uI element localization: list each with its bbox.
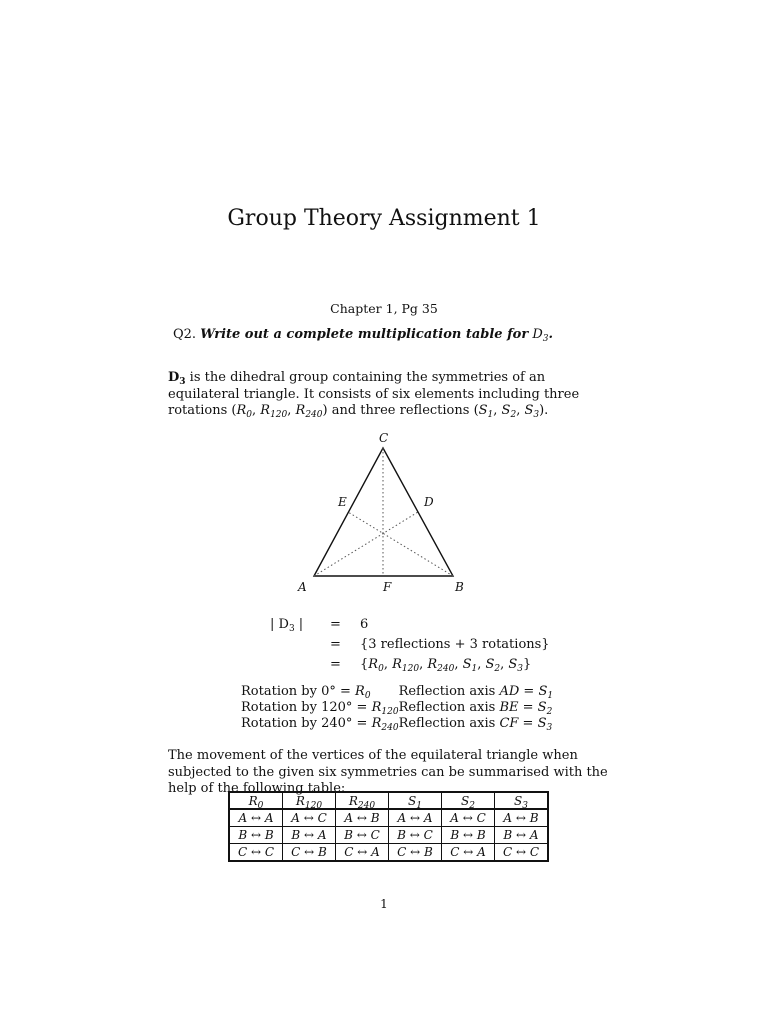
axis-ad bbox=[314, 512, 418, 576]
table-cell: C ↔ A bbox=[442, 844, 495, 862]
table-cell: B ↔ C bbox=[336, 827, 389, 844]
question-number: Q2. bbox=[173, 327, 197, 342]
table-cell: C ↔ C bbox=[495, 844, 549, 862]
reflection-definition: Reflection axis CF = $S_3$ bbox=[398, 716, 553, 733]
table-cell: C ↔ C bbox=[229, 844, 283, 862]
intro-group: $D_3$ bbox=[168, 370, 186, 387]
symmetry-definitions bbox=[241, 684, 553, 732]
equation-line-2: = {3 reflections + 3 rotations} bbox=[330, 637, 550, 652]
column-header: $S_3$ bbox=[495, 792, 549, 809]
equation-line-1: | $D_3$ | = 6 bbox=[270, 617, 369, 634]
definition-row bbox=[241, 716, 553, 732]
table-row bbox=[229, 809, 548, 827]
rotation-definition: Rotation by $240^\circ = R_{240}$ bbox=[241, 716, 399, 733]
vertex-label-c: C bbox=[379, 431, 389, 445]
midpoint-label-e: E bbox=[338, 495, 347, 509]
table-cell: B ↔ A bbox=[495, 827, 549, 844]
column-header: $R_0$ bbox=[229, 792, 283, 809]
rotation-definition: Rotation by $120^\circ = R_{120}$ bbox=[241, 700, 399, 717]
question-text: Write out a complete multiplication table for bbox=[200, 327, 529, 342]
table-header-row bbox=[229, 792, 548, 809]
table-cell: B ↔ B bbox=[229, 827, 283, 844]
element-s1: $S_1$ bbox=[478, 403, 494, 420]
definition-row bbox=[241, 700, 553, 716]
vertex-movement-table bbox=[228, 791, 549, 862]
table-cell: C ↔ A bbox=[336, 844, 389, 862]
table-cell: B ↔ A bbox=[283, 827, 336, 844]
question-end: . bbox=[548, 327, 554, 342]
reflection-definition: Reflection axis AD = $S_1$ bbox=[398, 684, 554, 701]
table-cell: C ↔ B bbox=[389, 844, 442, 862]
midpoint-label-d: D bbox=[424, 495, 434, 509]
column-header: $R_{240}$ bbox=[336, 792, 389, 809]
element-r120: $R_{120}$ bbox=[260, 403, 288, 420]
triangle-diagram bbox=[290, 428, 480, 598]
table-cell: A ↔ B bbox=[336, 809, 389, 827]
midpoint-label-f: F bbox=[383, 580, 392, 594]
chapter-reference: Chapter 1, Pg 35 bbox=[330, 301, 438, 316]
table-cell: A ↔ C bbox=[283, 809, 336, 827]
element-r240: $R_{240}$ bbox=[295, 403, 323, 420]
equation-line-3: = {$R_0$, $R_{120}$, $R_{240}$, $S_1$, $S_2$, $S_3$} bbox=[330, 657, 532, 674]
table-row bbox=[229, 827, 548, 844]
question bbox=[173, 327, 553, 342]
table-cell: B ↔ B bbox=[442, 827, 495, 844]
page-number: 1 bbox=[380, 897, 388, 911]
table-cell: B ↔ C bbox=[389, 827, 442, 844]
axis-be bbox=[348, 512, 453, 576]
table-row bbox=[229, 844, 548, 862]
column-header: $R_{120}$ bbox=[283, 792, 336, 809]
group-order-equations bbox=[270, 617, 550, 677]
rotation-definition: Rotation by $0^\circ = R_0$ bbox=[241, 684, 371, 701]
reflection-definition: Reflection axis BE = $S_2$ bbox=[398, 700, 553, 717]
column-header: $S_2$ bbox=[442, 792, 495, 809]
table-cell: A ↔ C bbox=[442, 809, 495, 827]
element-s2: $S_2$ bbox=[501, 403, 517, 420]
table-cell: A ↔ A bbox=[389, 809, 442, 827]
vertex-label-b: B bbox=[455, 580, 464, 594]
page-title: Group Theory Assignment 1 bbox=[227, 206, 541, 231]
element-r0: $R_0$ bbox=[236, 403, 253, 420]
intro-paragraph: $D_3$ is the dihedral group containing the symmetries of an equilateral triangle. It consists of six elements including three rotations ($R_0$, $R_{120}$, $R_{240}$) and three reflections ($S_1$, $S_2$, $S_3$). bbox=[168, 370, 580, 420]
table-cell: A ↔ A bbox=[229, 809, 283, 827]
table-cell: C ↔ B bbox=[283, 844, 336, 862]
element-s3: $S_3$ bbox=[524, 403, 540, 420]
definition-row bbox=[241, 684, 553, 700]
table-cell: A ↔ B bbox=[495, 809, 549, 827]
question-group: $D_3$ bbox=[532, 327, 549, 344]
vertex-label-a: A bbox=[298, 580, 307, 594]
column-header: $S_1$ bbox=[389, 792, 442, 809]
movement-paragraph: The movement of the vertices of the equilateral triangle when subjected to the given six symmetries can be summarised with the help of the following table: bbox=[168, 748, 608, 796]
